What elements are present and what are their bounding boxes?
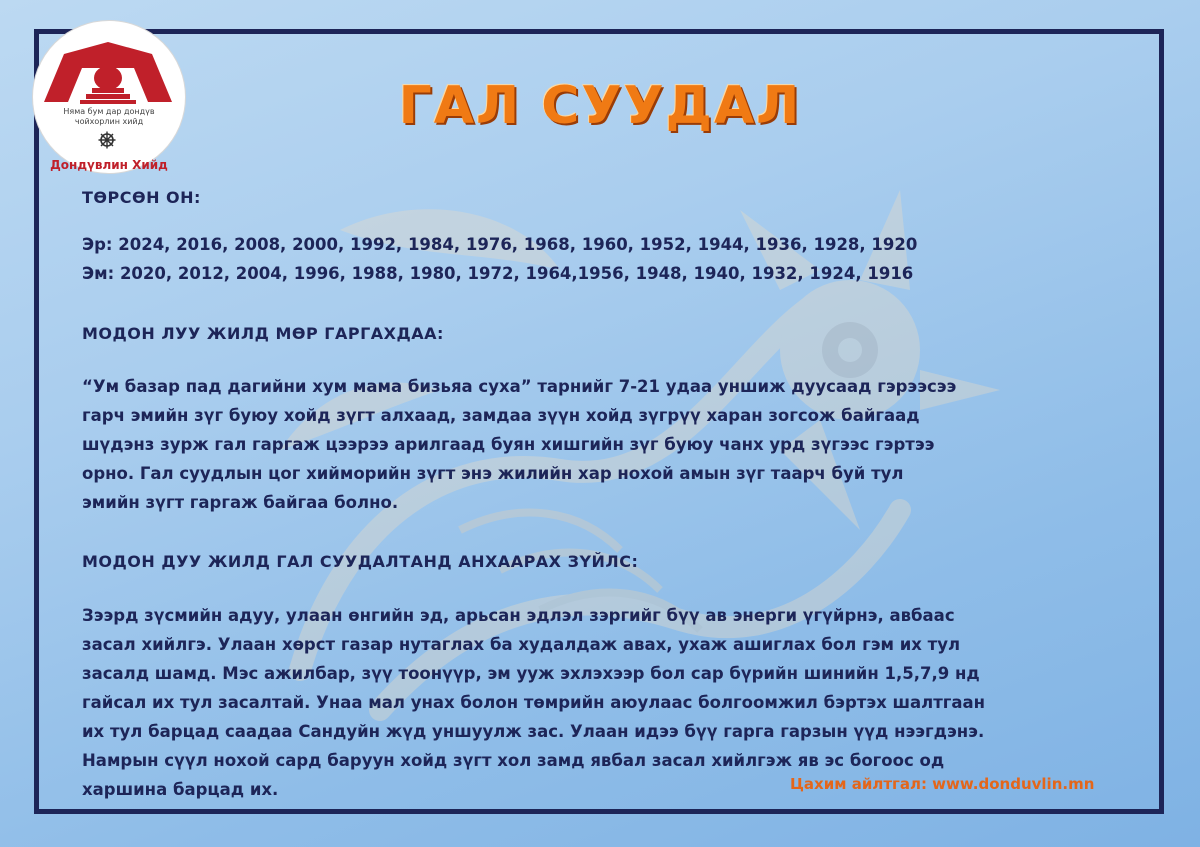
section2-heading: МОДОН ДУУ ЖИЛД ГАЛ СУУДАЛТАНД АНХААРАХ ЗҮЙЛС:	[82, 552, 639, 571]
section2-line: засалд шамд. Мэс ажилбар, зүү тоонүүр, эм ууж эхлэхээр бол сар бүрийн шинийн 1,5,7,9 нд	[82, 664, 980, 683]
page-title: ГАЛ СУУДАЛ	[398, 76, 802, 136]
section1-heading: МОДОН ЛУУ ЖИЛД МӨР ГАРГАХДАА:	[82, 324, 444, 343]
section2-line: гайсал их тул засалтай. Унаа мал унах болон төмрийн аюулаас болгоомжил бэртэх шалтгаан	[82, 693, 986, 712]
birth-years-heading: ТӨРСӨН ОН:	[82, 188, 201, 207]
section1-line: шүдэнз зурж гал гаргаж цээрээ арилгаад буян хишгийн зүг буюу чанх урд зүгээс гэртээ	[82, 435, 935, 454]
female-years: Эм: 2020, 2012, 2004, 1996, 1988, 1980, 1972, 1964,1956, 1948, 1940, 1932, 1924, 1916	[82, 264, 914, 283]
logo-motto: Няма бум дар дондүв чойхорлин хийд	[63, 107, 155, 126]
section2-line: засал хийлгэ. Улаан хөрст газар нутаглах ба худалдаж авах, ухаж ашиглах бол гэм их тул	[82, 635, 961, 654]
website-link[interactable]: Цахим айлтгал: www.donduvlin.mn	[790, 775, 1095, 793]
logo-name: Дондүвлин Хийд	[50, 158, 168, 172]
section1-line: “Ум базар пад дагийни хум мама бизьяа суха” тарнийг 7-21 удаа уншиж дуусаад гэрээсээ	[82, 377, 957, 396]
section2-line: их тул барцад саадаа Сандуйн жүд уншуулж зас. Улаан идээ бүү гарга гарзын үүд нээгдэнэ.	[82, 722, 985, 741]
section2-line: харшина барцад их.	[82, 780, 279, 799]
section2-line: Зээрд зүсмийн адуу, улаан өнгийн эд, арьсан эдлэл зэргийг бүү ав энерги үгүйрнэ, авбаас	[82, 606, 955, 625]
section2-line: Намрын сүүл нохой сард баруун хойд зүгт хол замд явбал засал хийлгэж яв эс богоос од	[82, 751, 945, 770]
section1-line: гарч эмийн зүг буюу хойд зүгт алхаад, замдаа зүүн хойд зүгрүү харан зогсож байгаад	[82, 406, 920, 425]
section1-line: эмийн зүгт гаргаж байгаа болно.	[82, 493, 399, 512]
section1-line: орно. Гал суудлын цог хийморийн зүгт энэ жилийн хар нохой амын зүг таарч буй тул	[82, 464, 904, 483]
male-years: Эр: 2024, 2016, 2008, 2000, 1992, 1984, 1976, 1968, 1960, 1952, 1944, 1936, 1928, 1920	[82, 235, 918, 254]
